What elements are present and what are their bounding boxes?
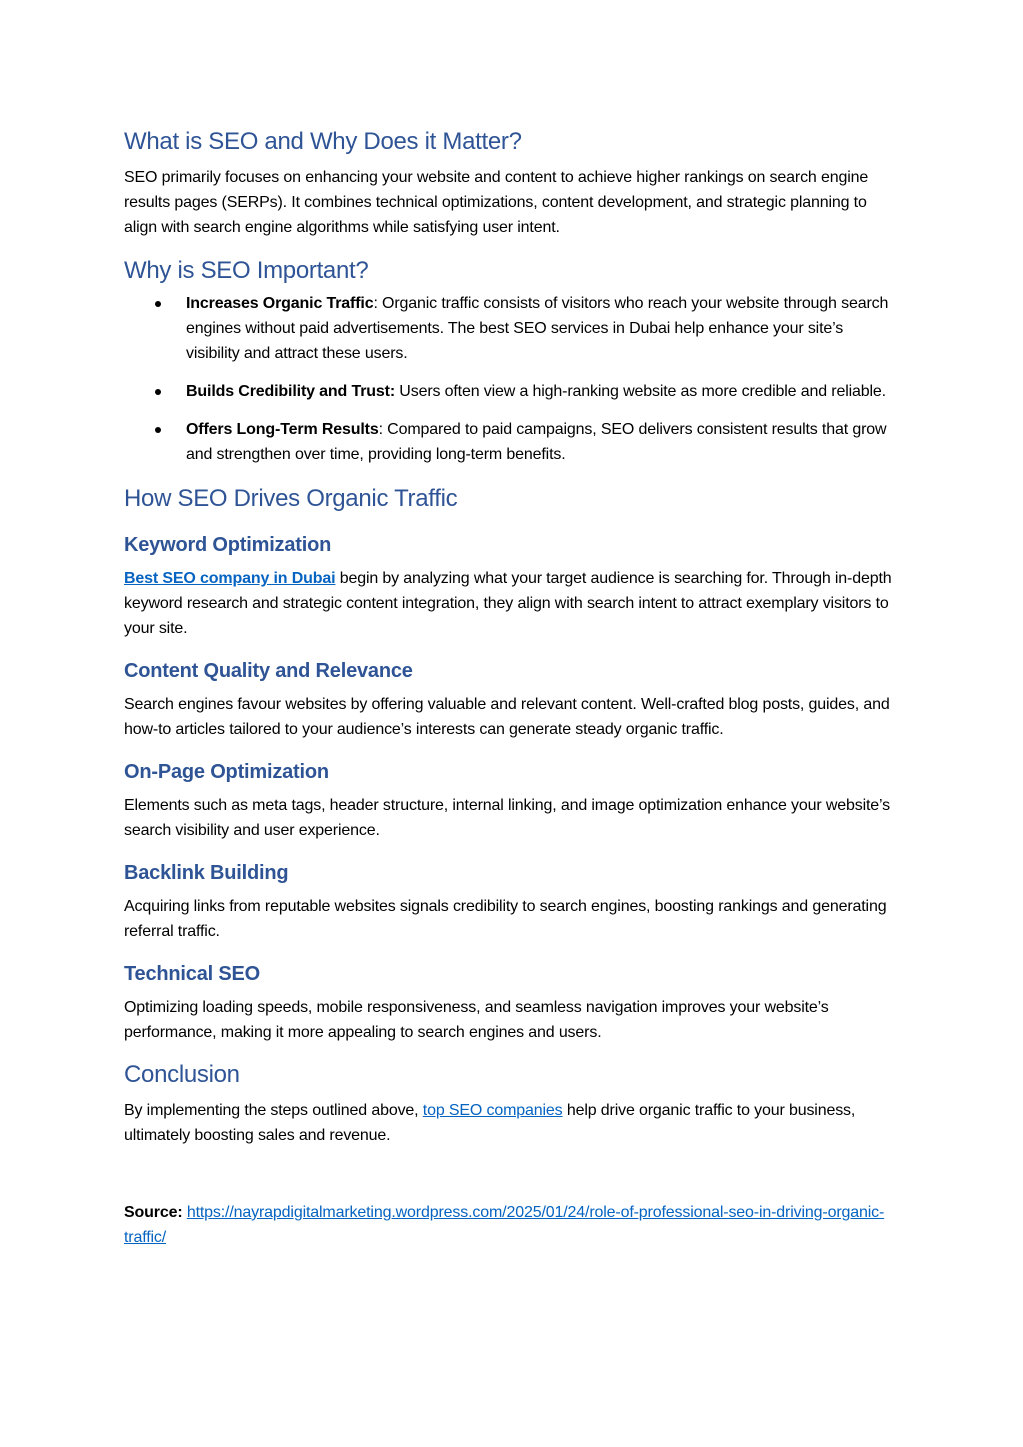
bullet-body: : Organic traffic consists of visitors who reach your website through search engines without paid advertisements. The best SEO services in Dubai help enhance your site’s visibility and attract these users.	[186, 295, 889, 362]
content-quality-paragraph: Search engines favour websites by offering valuable and relevant content. Well-crafted blog posts, guides, and how-to articles tailored to your audience’s interests can generate steady organic traffic.	[124, 696, 890, 738]
bullet-body: Users often view a high-ranking website as more credible and reliable.	[395, 383, 886, 400]
top-seo-companies-link[interactable]: top SEO companies	[422, 1102, 563, 1119]
bullet-text	[186, 417, 899, 467]
technical-seo-paragraph: Optimizing loading speeds, mobile responsiveness, and seamless navigation improves your website’s performance, making it more appealing to search engines and users.	[124, 999, 829, 1041]
backlink-paragraph: Acquiring links from reputable websites signals credibility to search engines, boosting rankings and generating referral traffic.	[124, 898, 887, 940]
conclusion-body-before: By implementing the steps outlined above,	[124, 1102, 423, 1119]
subheading-technical-seo: Technical SEO	[124, 963, 260, 985]
list-item	[124, 379, 899, 404]
subheading-content-quality: Content Quality and Relevance	[124, 660, 413, 682]
source-label: Source:	[124, 1204, 183, 1221]
heading-conclusion: Conclusion	[124, 1061, 240, 1088]
conclusion-body-after: help drive organic traffic to your business, ultimately boosting sales and revenue.	[124, 1102, 856, 1144]
source-line	[124, 1200, 899, 1250]
source-url-link[interactable]: https://nayrapdigitalmarketing.wordpress.com/2025/01/24/role-of-professional-seo-in-driving-organic-traffic/	[124, 1204, 885, 1246]
bullet-icon	[155, 427, 161, 433]
heading-what-is-seo: What is SEO and Why Does it Matter?	[124, 128, 522, 155]
bullet-lead: Offers Long-Term Results	[186, 421, 379, 438]
subheading-on-page-optimization: On-Page Optimization	[124, 761, 329, 783]
document-page	[124, 124, 899, 1250]
bullet-text	[186, 291, 899, 366]
list-item	[124, 417, 899, 467]
keyword-optimization-paragraph	[124, 566, 899, 641]
bullet-lead: Builds Credibility and Trust:	[186, 383, 396, 400]
what-is-seo-paragraph: SEO primarily focuses on enhancing your website and content to achieve higher rankings on search engine results pages (SERPs). It combines technical optimizations, content development, and strategic planning to align with search engine algorithms while satisfying user intent.	[124, 169, 869, 236]
bullet-body: : Compared to paid campaigns, SEO delivers consistent results that grow and strengthen over time, providing long-term benefits.	[186, 421, 887, 463]
bullet-icon	[155, 301, 161, 307]
subheading-backlink-building: Backlink Building	[124, 862, 289, 884]
why-seo-bullet-list	[124, 291, 899, 467]
bullet-text	[186, 379, 899, 404]
heading-why-seo-important: Why is SEO Important?	[124, 257, 369, 284]
on-page-paragraph: Elements such as meta tags, header structure, internal linking, and image optimization enhance your website’s search visibility and user experience.	[124, 797, 891, 839]
best-seo-company-link[interactable]: Best SEO company in Dubai	[124, 570, 336, 587]
list-item	[124, 291, 899, 366]
bullet-lead: Increases Organic Traffic	[186, 295, 374, 312]
keyword-body: begin by analyzing what your target audience is searching for. Through in-depth keyword research and strategic content integration, they align with search intent to attract exemplary visitors to your site.	[124, 570, 892, 637]
conclusion-paragraph	[124, 1098, 899, 1148]
bullet-icon	[155, 389, 161, 395]
heading-how-seo-drives-traffic: How SEO Drives Organic Traffic	[124, 485, 458, 512]
subheading-keyword-optimization: Keyword Optimization	[124, 534, 332, 556]
